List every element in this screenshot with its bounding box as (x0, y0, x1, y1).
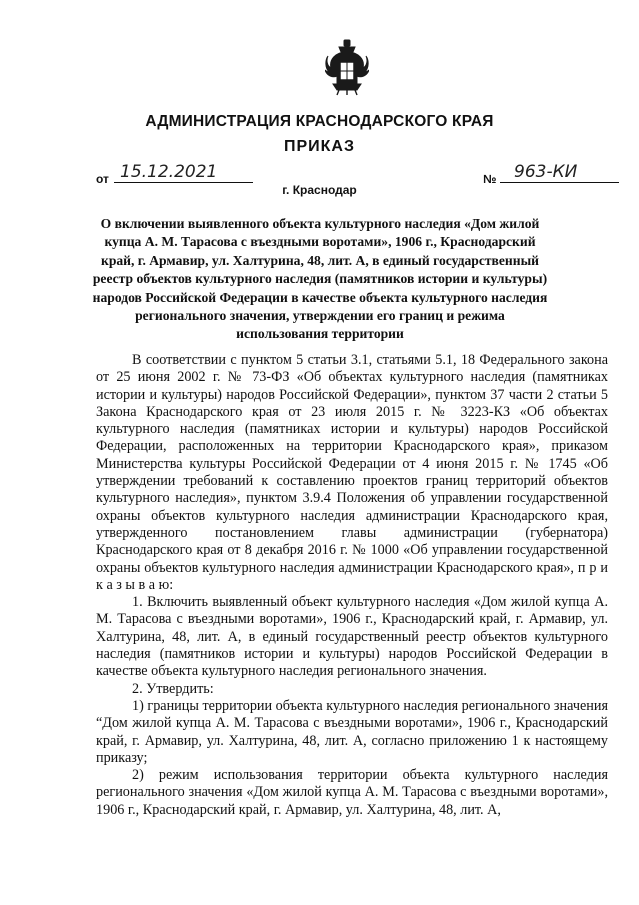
item-2: 2. Утвердить: (132, 680, 214, 697)
number-label: № (483, 172, 497, 186)
item-2-1: 1) границы территории объекта культурного наследия регионального значения “Дом жилой купца А. М. Тарасова с въездными воротами», 1906 г., Краснодарский край, г. Армавир, ул. Халтурина, 48, лит. А, согласно приложению 1 к настоящему приказу; (96, 697, 608, 766)
krasnodar-coat-of-arms-icon (325, 38, 369, 96)
document-body (96, 352, 608, 819)
document-title: О включении выявленного объекта культурного наследия «Дом жилой купца А. М. Тарасова с въездными воротами», 1906 г., Краснодарский край, г. Армавир, ул. Халтурина, 48, лит. А, в единый государственный реестр объектов культурного наследия (памятников истории и культуры) народов Российской Федерации в качестве объекта культурного наследия регионального значения, утверждении его границ и режима использования территории (92, 216, 548, 342)
preamble-paragraph: В соответствии с пунктом 5 статьи 3.1, статьями 5.1, 18 Федерального закона от 25 июня 2002 г. № 73-ФЗ «Об объектах культурного наследия (памятниках истории и культуры) народов Российской Федерации», пунктом 37 части 2 статьи 5 Закона Краснодарского края от 23 июля 2015 г. № 3223-КЗ «Об объектах культурного наследия (памятниках истории и культуры) народов Российской Федерации, расположенных на территории Краснодарского края», приказом Министерства культуры Российской Федерации от 4 июня 2015 г. № 1745 «Об утверждении требований к составлению проектов границ территорий объектов культурного наследия», пунктом 3.9.4 Положения об управлении государственной охраны объектов культурного наследия администрации Краснодарского края, утвержденного постановлением главы администрации (губернатора) Краснодарского края от 8 декабря 2016 г. № 1000 «Об управлении государственной охраны объектов культурного наследия администрации Краснодарского края», п р и к а з ы в а ю: (96, 352, 608, 593)
date-field: 15.12.2021 (114, 162, 253, 183)
date-label: от (96, 172, 109, 186)
item-2-2: 2) режим использования территории объекта культурного наследия регионального значения «Дом жилой купца А. М. Тарасова с въездными воротами», 1906 г., Краснодарский край, г. Армавир, ул. Халтурина, 48, лит. А, (96, 767, 608, 818)
organization-name: АДМИНИСТРАЦИЯ КРАСНОДАРСКОГО КРАЯ (145, 113, 494, 130)
document-type: ПРИКАЗ (283, 138, 355, 155)
item-1: 1. Включить выявленный объект культурного наследия «Дом жилой купца А. М. Тарасова с въездными воротами», 1906 г., Краснодарский край, г. Армавир, ул. Халтурина, 48, лит. А, в единый государственный реестр объектов культурного наследия (памятников истории и культуры) народов Российской Федерации в качестве объекта культурного наследия регионального значения. (96, 594, 608, 680)
city: г. Краснодар (282, 183, 357, 197)
number-field: 963-КИ (500, 162, 619, 183)
